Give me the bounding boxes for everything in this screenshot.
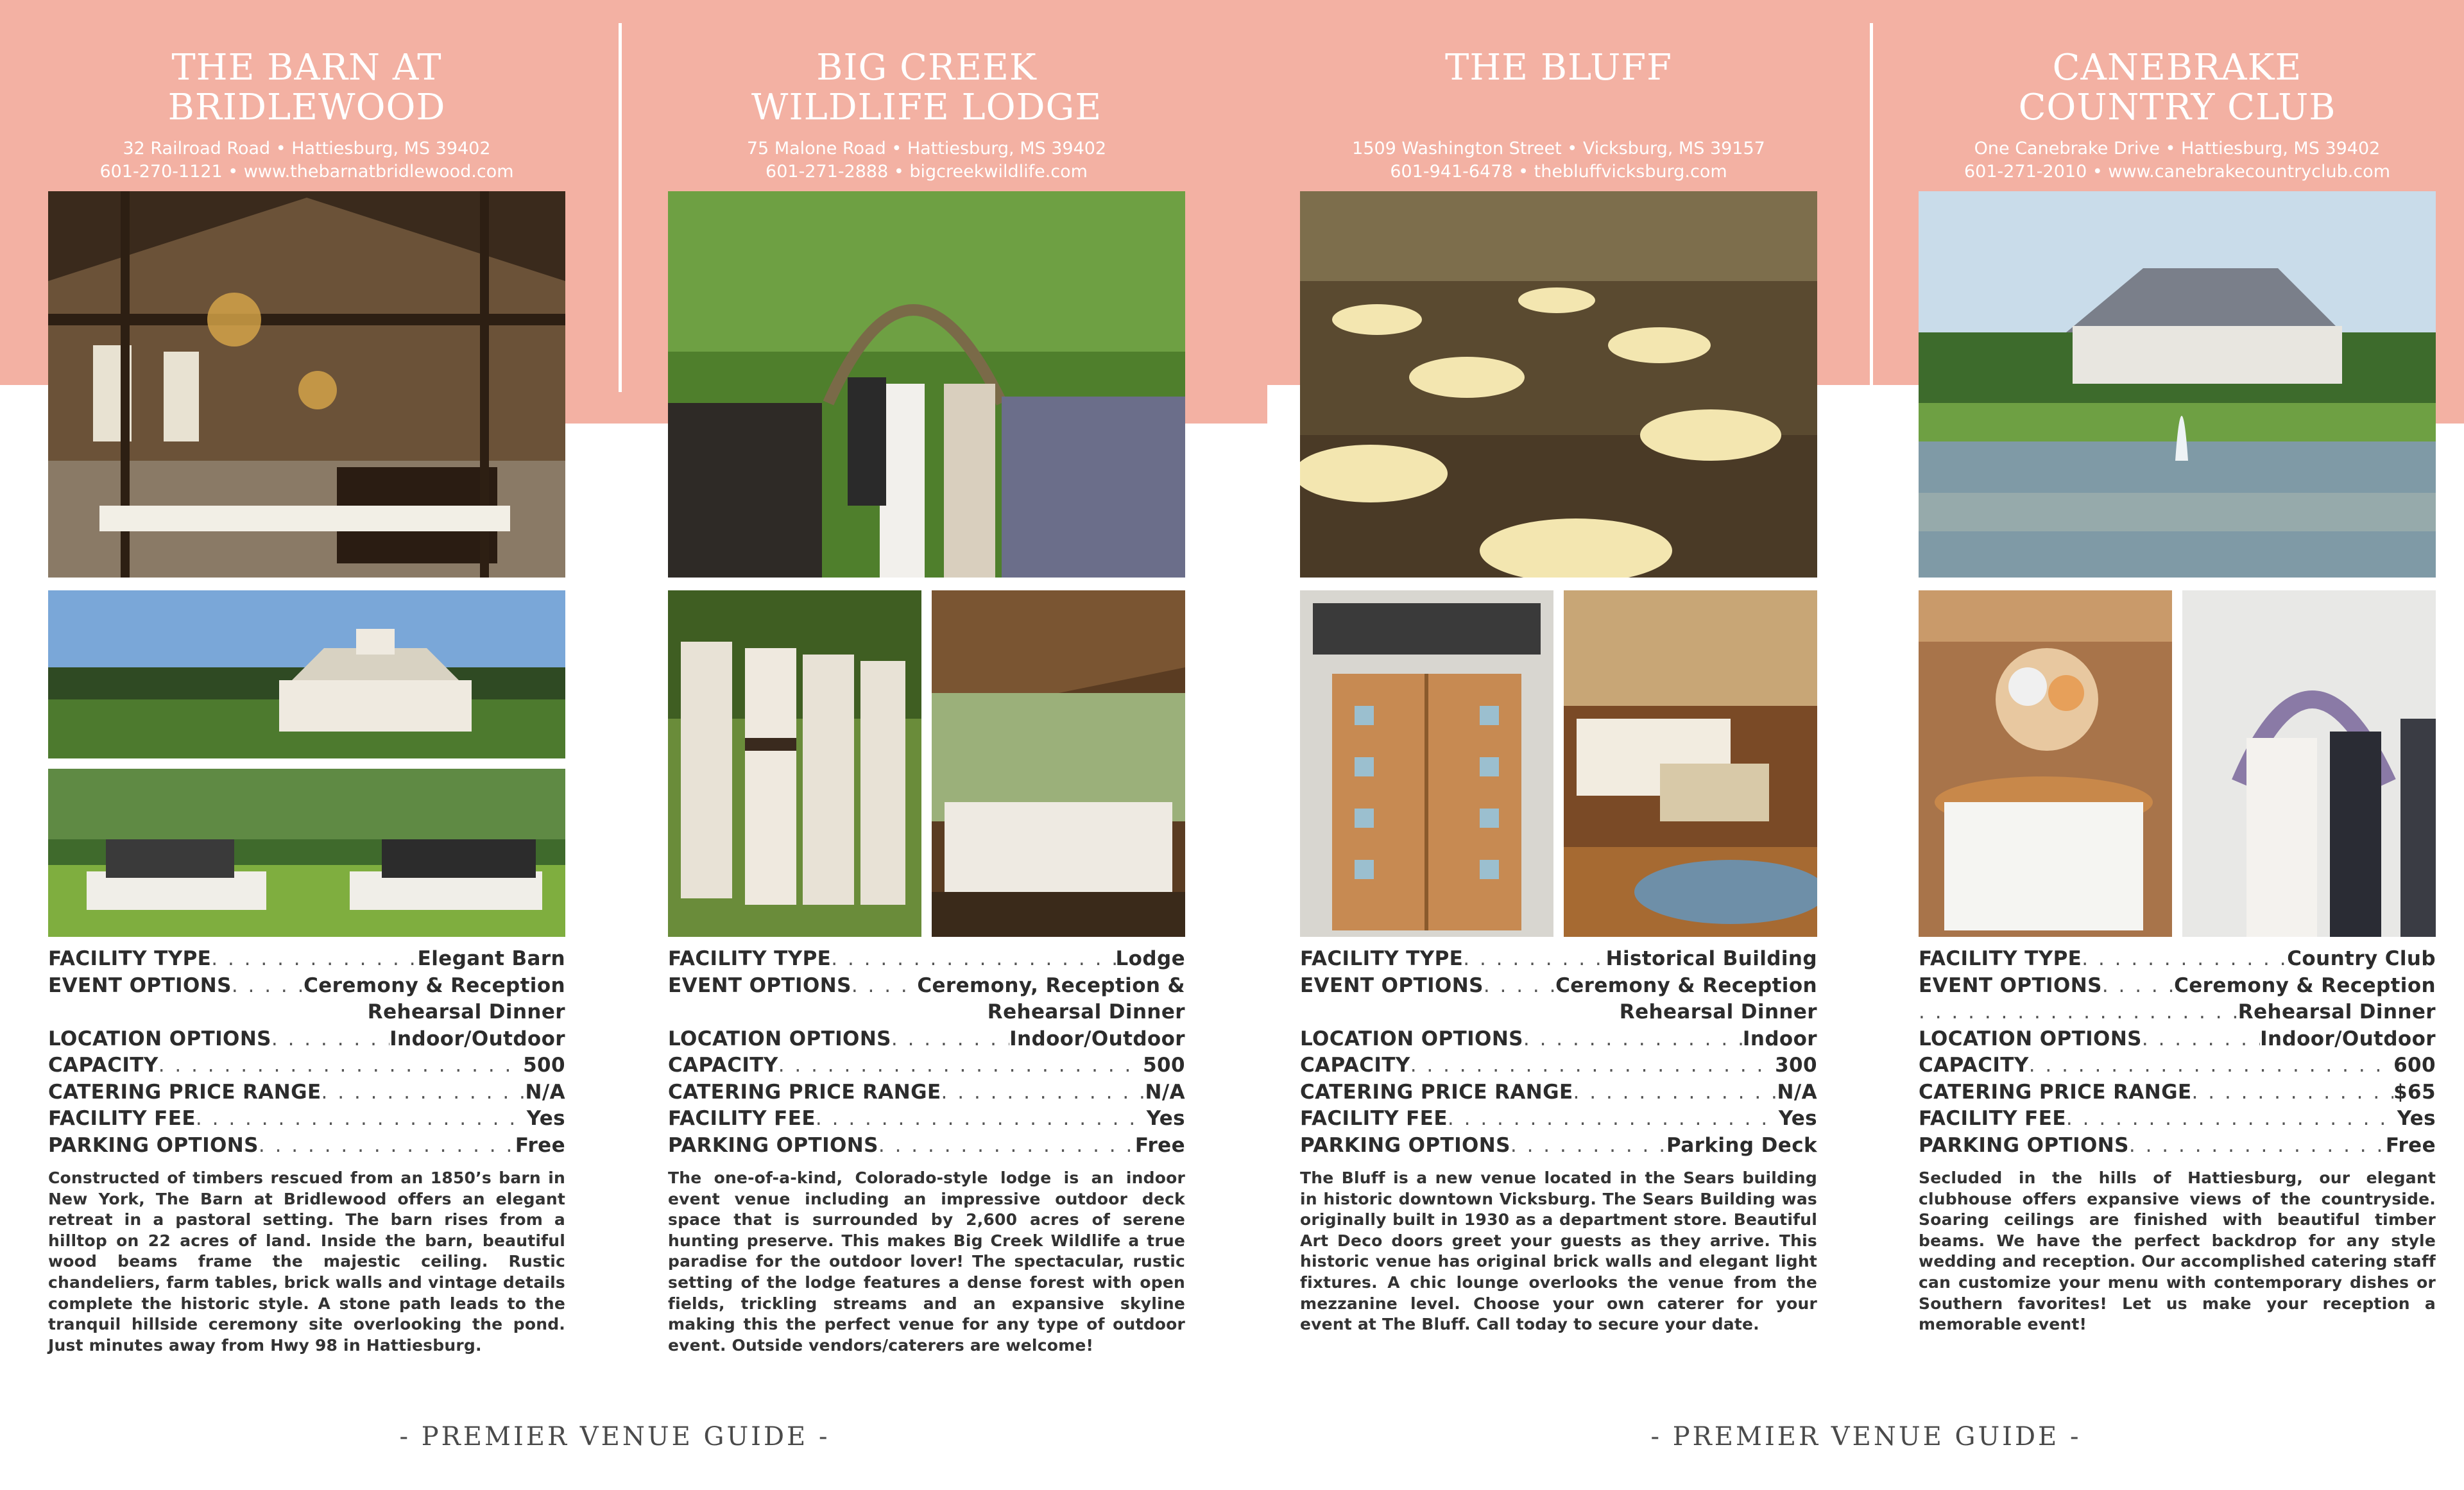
fact-event-options-cont: . . . Rehearsal Dinner: [1919, 999, 2436, 1026]
fact-facility-type: FACILITY TYPE . . . Elegant Barn: [48, 946, 565, 973]
venue-column-bridlewood: [48, 0, 565, 1490]
bluff-art-deco-doors-photo: [1300, 590, 1553, 937]
venue-title: BIG CREEK WILDLIFE LODGE: [751, 47, 1102, 128]
bluff-ballroom-photo: [1300, 191, 1817, 578]
barn-ceremony-photo: [48, 769, 565, 937]
barn-interior-photo: [48, 191, 565, 578]
fact-parking: PARKING OPTIONS . . . Free: [48, 1133, 565, 1160]
venue-address-block: [48, 137, 565, 184]
column-divider: [1870, 23, 1873, 392]
fact-event-options: EVENT OPTIONS . . . Ceremony & Reception: [1919, 973, 2436, 1000]
fact-catering: CATERING PRICE RANGE . . . N/A: [48, 1079, 565, 1106]
facts-list: [1300, 946, 1817, 1159]
facts-list: [668, 946, 1185, 1159]
venue-address-block: [668, 137, 1185, 184]
fact-facility-fee: FACILITY FEE . . . Yes: [1919, 1106, 2436, 1133]
venue-description: Constructed of timbers rescued from an 1850’s barn in New York, The Barn at Bridlewood offers an elegant retreat in a pastoral setting. The barn rises from a hilltop on 22 acres of land. Inside the barn, beautiful wood beams frame the majestic ceiling. Rustic chandeliers, farm tables, brick walls and vintage details complete the historic style. A stone path leads to the tranquil hillside ceremony site overlooking the pond. Just minutes away from Hwy 98 in Hattiesburg.: [48, 1169, 565, 1355]
venue-title: CANEBRAKE COUNTRY CLUB: [2018, 47, 2336, 128]
fact-location-options: LOCATION OPTIONS . . . Indoor/Outdoor: [668, 1026, 1185, 1053]
fact-parking: PARKING OPTIONS . . . Free: [668, 1133, 1185, 1160]
fact-event-options: EVENT OPTIONS . . . Ceremony, Reception &: [668, 973, 1185, 1000]
venue-address: One Canebrake Drive • Hattiesburg, MS 39402: [1974, 139, 2381, 158]
venue-column-the-bluff: [1300, 0, 1817, 1490]
fact-facility-fee: FACILITY FEE . . . Yes: [1300, 1106, 1817, 1133]
fact-location-options: LOCATION OPTIONS . . . Indoor: [1300, 1026, 1817, 1053]
venue-contact: 601-271-2010 • www.canebrakecountryclub.com: [1964, 162, 2390, 182]
fact-location-options: LOCATION OPTIONS . . . Indoor/Outdoor: [1919, 1026, 2436, 1053]
venue-address-block: [1300, 137, 1817, 184]
page-footer-right: - PREMIER VENUE GUIDE -: [1650, 1422, 2082, 1451]
fact-capacity: CAPACITY . . . 500: [668, 1052, 1185, 1079]
fact-catering: CATERING PRICE RANGE . . . N/A: [1300, 1079, 1817, 1106]
fact-capacity: CAPACITY . . . 600: [1919, 1052, 2436, 1079]
venue-description: The Bluff is a new venue located in the Sears building in historic downtown Vicksburg. The Sears Building was originally built in 1930 as a department store. Beautiful Art Deco doors greet your guests as they arrive. This historic venue has original brick walls and elegant light fixtures. A chic lounge overlooks the venue from the mezzanine level. Choose your own caterer for your event at The Bluff. Call today to secure your date.: [1300, 1169, 1817, 1334]
facts-list: [1919, 946, 2436, 1159]
fact-capacity: CAPACITY . . . 500: [48, 1052, 565, 1079]
fact-facility-fee: FACILITY FEE . . . Yes: [668, 1106, 1185, 1133]
fact-catering: CATERING PRICE RANGE . . . N/A: [668, 1079, 1185, 1106]
fact-location-options: LOCATION OPTIONS . . . Indoor/Outdoor: [48, 1026, 565, 1053]
fact-facility-type: FACILITY TYPE . . . Historical Building: [1300, 946, 1817, 973]
bluff-lounge-photo: [1564, 590, 1817, 937]
venue-contact: 601-271-2888 • bigcreekwildlife.com: [766, 162, 1088, 182]
fact-event-options: EVENT OPTIONS . . . Ceremony & Reception: [1300, 973, 1817, 1000]
page-footer-left: - PREMIER VENUE GUIDE -: [399, 1422, 830, 1451]
fact-catering: CATERING PRICE RANGE . . . $65: [1919, 1079, 2436, 1106]
column-divider: [619, 23, 622, 392]
clubhouse-buffet-photo: [1919, 590, 2172, 937]
lodge-ceremony-photo: [668, 191, 1185, 578]
fact-parking: PARKING OPTIONS . . . Parking Deck: [1300, 1133, 1817, 1160]
barn-exterior-photo: [48, 590, 565, 758]
venue-address: 32 Railroad Road • Hattiesburg, MS 39402: [123, 139, 491, 158]
fact-event-options: EVENT OPTIONS . . . Ceremony & Reception: [48, 973, 565, 1000]
fact-event-options-cont: Rehearsal Dinner: [1619, 1000, 1817, 1023]
fact-facility-type: FACILITY TYPE . . . Lodge: [668, 946, 1185, 973]
clubhouse-ceremony-photo: [2182, 590, 2436, 937]
fact-facility-fee: FACILITY FEE . . . Yes: [48, 1106, 565, 1133]
fact-event-options-cont: Rehearsal Dinner: [987, 1000, 1185, 1023]
facts-list: [48, 946, 565, 1159]
fact-facility-type: FACILITY TYPE . . . Country Club: [1919, 946, 2436, 973]
lodge-bridesmaids-photo: [668, 590, 921, 937]
venue-description: The one-of-a-kind, Colorado-style lodge is an indoor event venue including an impressive outdoor deck space that is surrounded by 2,600 acres of serene hunting preserve. This makes Big Creek Wildlife a true paradise for the outdoor lover! The spectacular, rustic setting of the lodge features a dense forest with open fields, trickling streams and an expansive skyline making this the perfect venue for any type of outdoor event. Outside vendors/caterers are welcome!: [668, 1169, 1185, 1355]
venue-address-block: [1919, 137, 2436, 184]
venue-address: 75 Malone Road • Hattiesburg, MS 39402: [746, 139, 1107, 158]
fact-capacity: CAPACITY . . . 300: [1300, 1052, 1817, 1079]
venue-title: THE BARN AT BRIDLEWOOD: [167, 47, 446, 128]
venue-address: 1509 Washington Street • Vicksburg, MS 39157: [1352, 139, 1765, 158]
clubhouse-fountain-photo: [1919, 191, 2436, 578]
lodge-interior-photo: [932, 590, 1185, 937]
venue-description: Secluded in the hills of Hattiesburg, our elegant clubhouse offers expansive views of the countryside. Soaring ceilings are finished with beautiful timber beams. We have the perfect backdrop for any style wedding and reception. Our accomplished catering staff can customize your menu with contemporary dishes or Southern favorites! Let us make your reception a memorable event!: [1919, 1169, 2436, 1334]
venue-column-canebrake: [1919, 0, 2436, 1490]
fact-event-options-cont: Rehearsal Dinner: [367, 1000, 565, 1023]
venue-title: THE BLUFF: [1444, 47, 1673, 89]
fact-parking: PARKING OPTIONS . . . Free: [1919, 1133, 2436, 1160]
band-notch: [0, 385, 48, 424]
venue-contact: 601-270-1121 • www.thebarnatbridlewood.com: [99, 162, 514, 182]
venue-column-big-creek: [668, 0, 1185, 1490]
venue-contact: 601-941-6478 • thebluffvicksburg.com: [1390, 162, 1727, 182]
